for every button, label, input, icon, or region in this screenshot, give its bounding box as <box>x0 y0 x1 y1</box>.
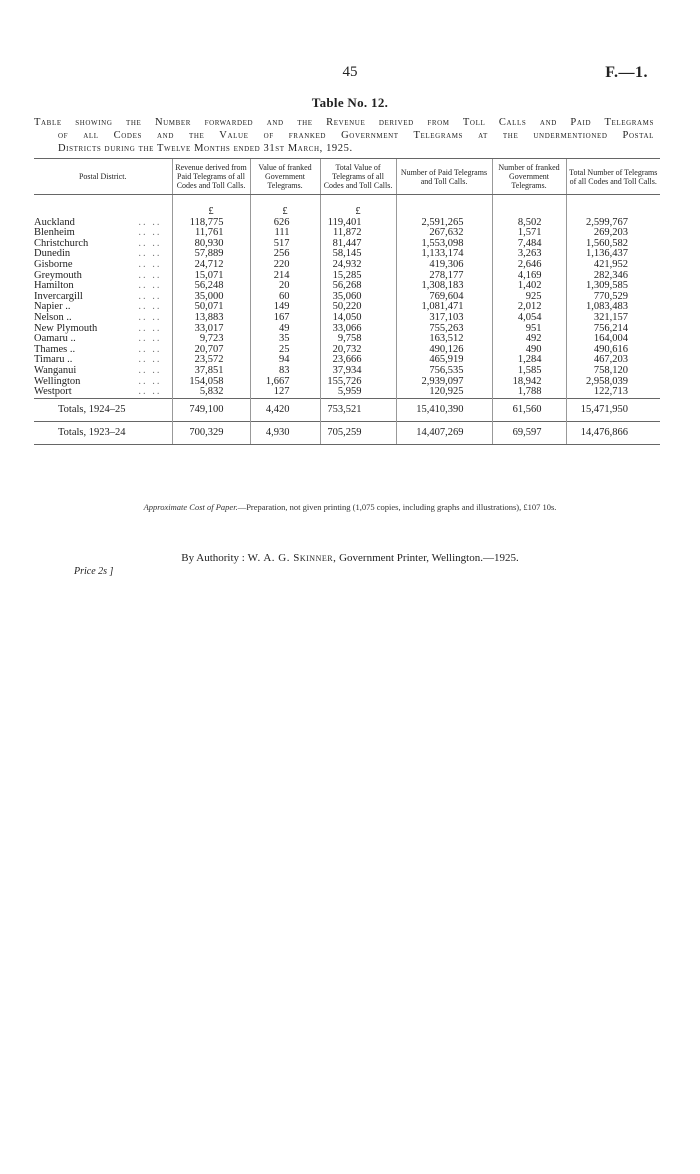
franked-value-cell: 83 <box>250 366 320 377</box>
revenue-cell: 56,248 <box>172 281 250 292</box>
header-franked-value: Value of franked Government Telegrams. <box>250 159 320 195</box>
paid-number-cell: 2,591,265 <box>396 218 492 229</box>
header-total-value: Total Value of Telegrams of all Codes and Toll Calls. <box>320 159 396 195</box>
total-value-cell: 155,726 <box>320 377 396 388</box>
franked-value-cell: 517 <box>250 239 320 250</box>
total-value-cell: 15,285 <box>320 271 396 282</box>
authority-prefix: By Authority : <box>181 552 245 564</box>
leader-dots: .. .. <box>138 269 162 281</box>
leader-dots: .. .. <box>138 290 162 302</box>
district-name: Gisborne <box>34 258 73 270</box>
district-name: Wellington <box>34 375 81 387</box>
leader-dots: .. .. <box>138 280 162 292</box>
total-number-cell: 321,157 <box>566 313 660 324</box>
table-row <box>34 260 660 271</box>
total-total-number-cell: 15,471,950 <box>566 398 660 421</box>
revenue-cell: 20,707 <box>172 345 250 356</box>
leader-dots: .. .. <box>138 364 162 376</box>
caption-line-2: of all Codes and the Value of franked Government Telegrams at the undermentioned Postal <box>58 130 654 141</box>
district-name: Westport <box>34 386 72 398</box>
price-note: Price 2s ] <box>74 566 114 577</box>
leader-dots: .. .. <box>138 311 162 323</box>
franked-value-cell: 256 <box>250 249 320 260</box>
paid-number-cell: 465,919 <box>396 355 492 366</box>
revenue-cell: 11,761 <box>172 228 250 239</box>
header-postal-district: Postal District. <box>34 159 172 195</box>
franked-number-cell: 4,169 <box>492 271 566 282</box>
telegram-revenue-table <box>34 158 660 445</box>
franked-number-cell: 3,263 <box>492 249 566 260</box>
leader-dots: .. .. <box>138 375 162 387</box>
total-value-cell: 33,066 <box>320 324 396 335</box>
total-value-cell: 119,401 <box>320 218 396 229</box>
paid-number-cell: 2,939,097 <box>396 377 492 388</box>
paid-number-cell: 1,553,098 <box>396 239 492 250</box>
page-number: 45 <box>342 64 358 80</box>
leader-dots: .. .. <box>138 301 162 313</box>
district-name: Auckland <box>34 216 75 228</box>
total-number-cell: 758,120 <box>566 366 660 377</box>
total-number-cell: 467,203 <box>566 355 660 366</box>
table-row <box>34 387 660 398</box>
total-number-cell: 421,952 <box>566 260 660 271</box>
total-value-cell: 56,268 <box>320 281 396 292</box>
revenue-cell: 5,832 <box>172 387 250 398</box>
total-value-cell: 37,934 <box>320 366 396 377</box>
leader-dots: .. .. <box>138 216 162 228</box>
leader-dots: .. .. <box>138 354 162 366</box>
table-header-row <box>34 159 660 195</box>
franked-number-cell: 1,402 <box>492 281 566 292</box>
revenue-cell: 35,000 <box>172 292 250 303</box>
total-number-cell: 282,346 <box>566 271 660 282</box>
printer-name: W. A. G. Skinner, <box>247 552 337 564</box>
franked-value-cell: 127 <box>250 387 320 398</box>
total-value-cell: 24,932 <box>320 260 396 271</box>
leader-dots: .. .. <box>138 333 162 345</box>
total-total-value-cell: 753,521 <box>320 398 396 421</box>
paid-number-cell: 755,263 <box>396 324 492 335</box>
leader-dots: .. .. <box>138 258 162 270</box>
total-number-cell: 122,713 <box>566 387 660 398</box>
district-name: Dunedin <box>34 248 71 260</box>
franked-value-cell: 60 <box>250 292 320 303</box>
district-name: Invercargill <box>34 290 83 302</box>
table-row <box>34 313 660 324</box>
unit-pound-total: £ <box>320 207 396 218</box>
total-value-cell: 81,447 <box>320 239 396 250</box>
cost-note-text: —Preparation, not given printing (1,075 copies, including graphs and illustrations), £107 10s. <box>237 502 557 512</box>
franked-value-cell: 1,667 <box>250 377 320 388</box>
table-caption <box>34 116 654 155</box>
leader-dots: .. .. <box>138 386 162 398</box>
franked-value-cell: 149 <box>250 302 320 313</box>
franked-number-cell: 492 <box>492 334 566 345</box>
header-total-number: Total Number of Telegrams of all Codes and Toll Calls. <box>566 159 660 195</box>
total-number-cell: 269,203 <box>566 228 660 239</box>
franked-number-cell: 8,502 <box>492 218 566 229</box>
revenue-cell: 33,017 <box>172 324 250 335</box>
spacer-row <box>34 195 660 208</box>
paid-number-cell: 1,081,471 <box>396 302 492 313</box>
franked-number-cell: 18,942 <box>492 377 566 388</box>
unit-row <box>34 207 660 218</box>
paid-number-cell: 490,126 <box>396 345 492 356</box>
total-franked-value-cell: 4,930 <box>250 421 320 444</box>
document-reference: F.—1. <box>605 64 648 81</box>
franked-value-cell: 214 <box>250 271 320 282</box>
district-name: Christchurch <box>34 237 89 249</box>
district-name: New Plymouth <box>34 322 98 334</box>
total-value-cell: 9,758 <box>320 334 396 345</box>
franked-number-cell: 2,646 <box>492 260 566 271</box>
total-value-cell: 5,959 <box>320 387 396 398</box>
header-paid-number: Number of Paid Telegrams and Toll Calls. <box>396 159 492 195</box>
franked-number-cell: 2,012 <box>492 302 566 313</box>
district-name: Blenheim <box>34 227 75 239</box>
unit-pound-revenue: £ <box>172 207 250 218</box>
total-paid-number-cell: 14,407,269 <box>396 421 492 444</box>
paid-number-cell: 419,306 <box>396 260 492 271</box>
paid-number-cell: 267,632 <box>396 228 492 239</box>
revenue-cell: 118,775 <box>172 218 250 229</box>
total-number-cell: 1,560,582 <box>566 239 660 250</box>
paid-number-cell: 769,604 <box>396 292 492 303</box>
district-name: Wanganui <box>34 364 77 376</box>
header-revenue: Revenue derived from Paid Telegrams of all Codes and Toll Calls. <box>172 159 250 195</box>
totals-label: Totals, 1924–25 <box>34 398 172 421</box>
leader-dots: .. .. <box>138 237 162 249</box>
revenue-cell: 80,930 <box>172 239 250 250</box>
caption-line-1: Table showing the Number forwarded and the Revenue derived from Toll Calls and Paid Telegrams <box>34 117 654 128</box>
franked-number-cell: 1,585 <box>492 366 566 377</box>
revenue-cell: 37,851 <box>172 366 250 377</box>
franked-number-cell: 1,284 <box>492 355 566 366</box>
franked-value-cell: 111 <box>250 228 320 239</box>
authority-suffix: Government Printer, Wellington.—1925. <box>339 552 519 564</box>
total-value-cell: 11,872 <box>320 228 396 239</box>
authority-line <box>0 552 700 564</box>
district-name: Thames .. <box>34 343 76 355</box>
leader-dots: .. .. <box>138 227 162 239</box>
unit-pound-franked: £ <box>250 207 320 218</box>
district-name: Greymouth <box>34 269 82 281</box>
total-number-cell: 756,214 <box>566 324 660 335</box>
total-franked-value-cell: 4,420 <box>250 398 320 421</box>
district-name: Oamaru .. <box>34 333 76 345</box>
totals-row <box>34 421 660 444</box>
franked-value-cell: 20 <box>250 281 320 292</box>
franked-value-cell: 94 <box>250 355 320 366</box>
revenue-cell: 154,058 <box>172 377 250 388</box>
total-revenue-cell: 700,329 <box>172 421 250 444</box>
total-total-value-cell: 705,259 <box>320 421 396 444</box>
total-number-cell: 490,616 <box>566 345 660 356</box>
district-cell <box>34 387 172 398</box>
franked-value-cell: 49 <box>250 324 320 335</box>
franked-number-cell: 951 <box>492 324 566 335</box>
total-value-cell: 35,060 <box>320 292 396 303</box>
total-number-cell: 1,309,585 <box>566 281 660 292</box>
total-number-cell: 770,529 <box>566 292 660 303</box>
district-name: Napier .. <box>34 301 71 313</box>
caption-line-3: Districts during the Twelve Months ended 31st March, 1925. <box>58 143 353 154</box>
district-name: Timaru .. <box>34 354 73 366</box>
total-value-cell: 20,732 <box>320 345 396 356</box>
total-franked-number-cell: 69,597 <box>492 421 566 444</box>
total-number-cell: 164,004 <box>566 334 660 345</box>
cost-note <box>0 502 700 512</box>
paid-number-cell: 163,512 <box>396 334 492 345</box>
leader-dots: .. .. <box>138 343 162 355</box>
header-franked-number: Number of franked Government Telegrams. <box>492 159 566 195</box>
paid-number-cell: 1,133,174 <box>396 249 492 260</box>
franked-value-cell: 220 <box>250 260 320 271</box>
revenue-cell: 9,723 <box>172 334 250 345</box>
total-paid-number-cell: 15,410,390 <box>396 398 492 421</box>
district-name: Hamilton <box>34 280 74 292</box>
total-value-cell: 50,220 <box>320 302 396 313</box>
total-value-cell: 14,050 <box>320 313 396 324</box>
franked-value-cell: 35 <box>250 334 320 345</box>
total-total-number-cell: 14,476,866 <box>566 421 660 444</box>
franked-number-cell: 1,788 <box>492 387 566 398</box>
totals-row <box>34 398 660 421</box>
franked-value-cell: 25 <box>250 345 320 356</box>
cost-note-label: Approximate Cost of Paper. <box>143 502 238 512</box>
total-revenue-cell: 749,100 <box>172 398 250 421</box>
paid-number-cell: 278,177 <box>396 271 492 282</box>
paid-number-cell: 317,103 <box>396 313 492 324</box>
franked-number-cell: 7,484 <box>492 239 566 250</box>
total-number-cell: 1,136,437 <box>566 249 660 260</box>
total-number-cell: 1,083,483 <box>566 302 660 313</box>
total-number-cell: 2,599,767 <box>566 218 660 229</box>
leader-dots: .. .. <box>138 248 162 260</box>
paid-number-cell: 1,308,183 <box>396 281 492 292</box>
revenue-cell: 23,572 <box>172 355 250 366</box>
total-franked-number-cell: 61,560 <box>492 398 566 421</box>
totals-label: Totals, 1923–24 <box>34 421 172 444</box>
franked-value-cell: 626 <box>250 218 320 229</box>
franked-number-cell: 4,054 <box>492 313 566 324</box>
revenue-cell: 13,883 <box>172 313 250 324</box>
franked-value-cell: 167 <box>250 313 320 324</box>
franked-number-cell: 1,571 <box>492 228 566 239</box>
table-number-title: Table No. 12. <box>311 95 389 110</box>
revenue-cell: 24,712 <box>172 260 250 271</box>
total-value-cell: 58,145 <box>320 249 396 260</box>
total-number-cell: 2,958,039 <box>566 377 660 388</box>
paid-number-cell: 120,925 <box>396 387 492 398</box>
table-row <box>34 366 660 377</box>
leader-dots: .. .. <box>138 322 162 334</box>
revenue-cell: 57,889 <box>172 249 250 260</box>
district-name: Nelson .. <box>34 311 72 323</box>
franked-number-cell: 925 <box>492 292 566 303</box>
revenue-cell: 50,071 <box>172 302 250 313</box>
revenue-cell: 15,071 <box>172 271 250 282</box>
paid-number-cell: 756,535 <box>396 366 492 377</box>
franked-number-cell: 490 <box>492 345 566 356</box>
total-value-cell: 23,666 <box>320 355 396 366</box>
